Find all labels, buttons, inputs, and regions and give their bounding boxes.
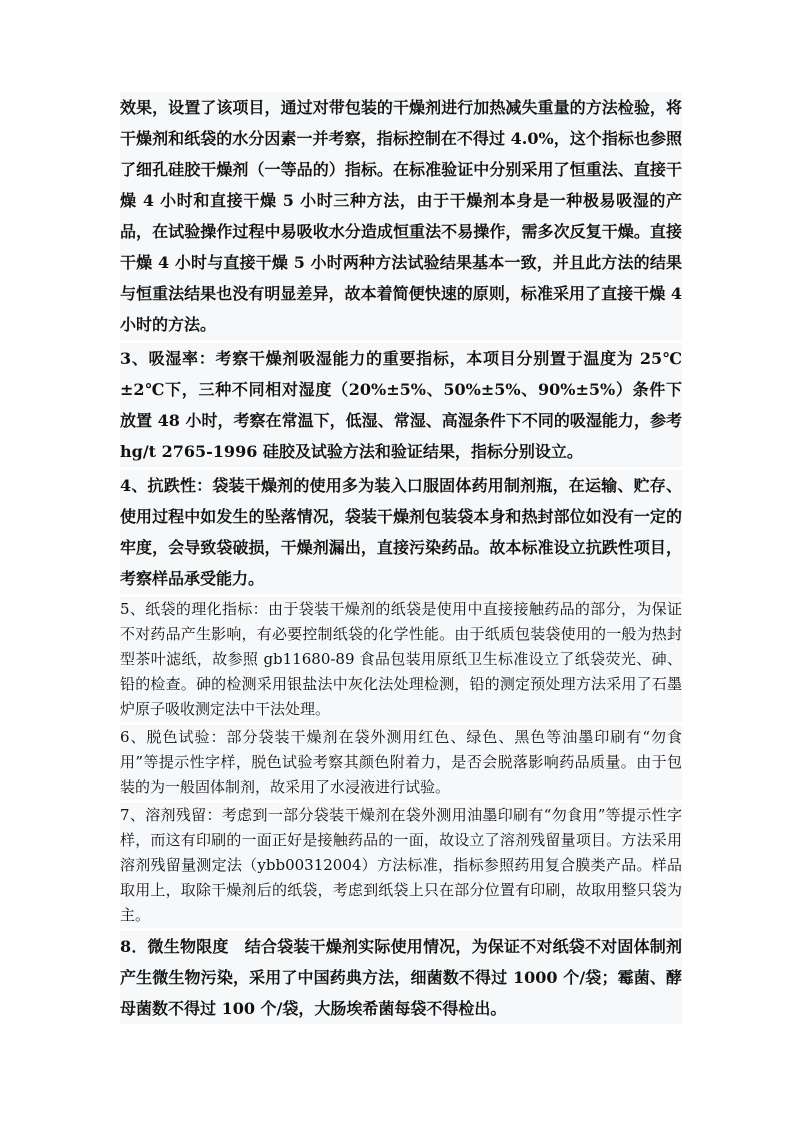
paragraph-block-solvent-residue (120, 803, 682, 928)
paragraph-block-paper-bag-indicators (120, 597, 682, 722)
paragraph-block-drop-resistance (120, 470, 682, 594)
paragraph-block-moisture-absorption (120, 343, 682, 467)
paragraph-solvent-residue: 7、溶剂残留：考虑到一部分袋装干燥剂在袋外测用油墨印刷有“勿食用”等提示性字样，而这有印刷的一面正好是接触药品的一面，故设立了溶剂残留量项目。方法采用溶剂残留量测定法（ybb00312004）方法标准，指标参照药用复合膜类产品。样品取用上，取除干燥剂后的纸袋，考虑到纸袋上只在部分位置有印刷，故取用整只袋为主。 (120, 806, 682, 924)
paragraph-drying-loss: 效果，设置了该项目，通过对带包装的干燥剂进行加热减失重量的方法检验，将干燥剂和纸袋的水分因素一并考察，指标控制在不得过 4.0%，这个指标也参照了细孔硅胶干燥剂（一等品的）指标。在标准验证中分别采用了恒重法、直接干燥 4 小时和直接干燥 5 小时三种方法，由于干燥剂本身是一种极易吸湿的产品，在试验操作过程中易吸收水分造成恒重法不易操作，需多次反复干燥。直接干燥 4 小时与直接干燥 5 小时两种方法试验结果基本一致，并且此方法的结果与恒重法结果也没有明显差异，故本着简便快速的原则，标准采用了直接干燥 4 小时的方法。 (120, 98, 682, 334)
paragraph-decolorization-test: 6、脱色试验：部分袋装干燥剂在袋外测用红色、绿色、黑色等油墨印刷有“勿食用”等提示性字样，脱色试验考察其颜色附着力，是否会脱落影响药品质量。由于包装的为一般固体制剂，故采用了水浸液进行试验。 (120, 728, 682, 796)
document-body (120, 92, 682, 1024)
paragraph-microbial-limit: 8．微生物限度 结合袋装干燥剂实际使用情况，为保证不对纸袋不对固体制剂产生微生物污染，采用了中国药典方法，细菌数不得过 1000 个/袋；霉菌、酵母菌数不得过 100 个/袋，大肠埃希菌每袋不得检出。 (120, 937, 682, 1018)
paragraph-moisture-absorption: 3、吸湿率：考察干燥剂吸湿能力的重要指标，本项目分别置于温度为 25℃±2℃下，三种不同相对湿度（20%±5%、50%±5%、90%±5%）条件下放置 48 小时，考察在常温下，低湿、常湿、高湿条件下不同的吸湿能力，参考 hg/t 2765-1996 硅胶及试验方法和验证结果，指标分别设立。 (120, 349, 682, 461)
paragraph-block-drying-loss (120, 92, 682, 340)
paragraph-drop-resistance: 4、抗跌性：袋装干燥剂的使用多为装入口服固体药用制剂瓶，在运输、贮存、使用过程中如发生的坠落情况，袋装干燥剂包装袋本身和热封部位如没有一定的牢度，会导致袋破损，干燥剂漏出，直接污染药品。故本标准设立抗跌性项目，考察样品承受能力。 (120, 476, 682, 588)
paragraph-block-decolorization-test (120, 725, 682, 800)
paragraph-paper-bag-indicators: 5、纸袋的理化指标：由于袋装干燥剂的纸袋是使用中直接接触药品的部分，为保证不对药品产生影响，有必要控制纸袋的化学性能。由于纸质包装袋使用的一般为热封型茶叶滤纸，故参照 gb11680-89 食品包装用原纸卫生标准设立了纸袋荧光、砷、铅的检查。砷的检测采用银盐法中灰化法处理检测，铅的测定预处理方法采用了石墨炉原子吸收测定法中干法处理。 (120, 600, 682, 718)
paragraph-block-microbial-limit (120, 931, 682, 1024)
